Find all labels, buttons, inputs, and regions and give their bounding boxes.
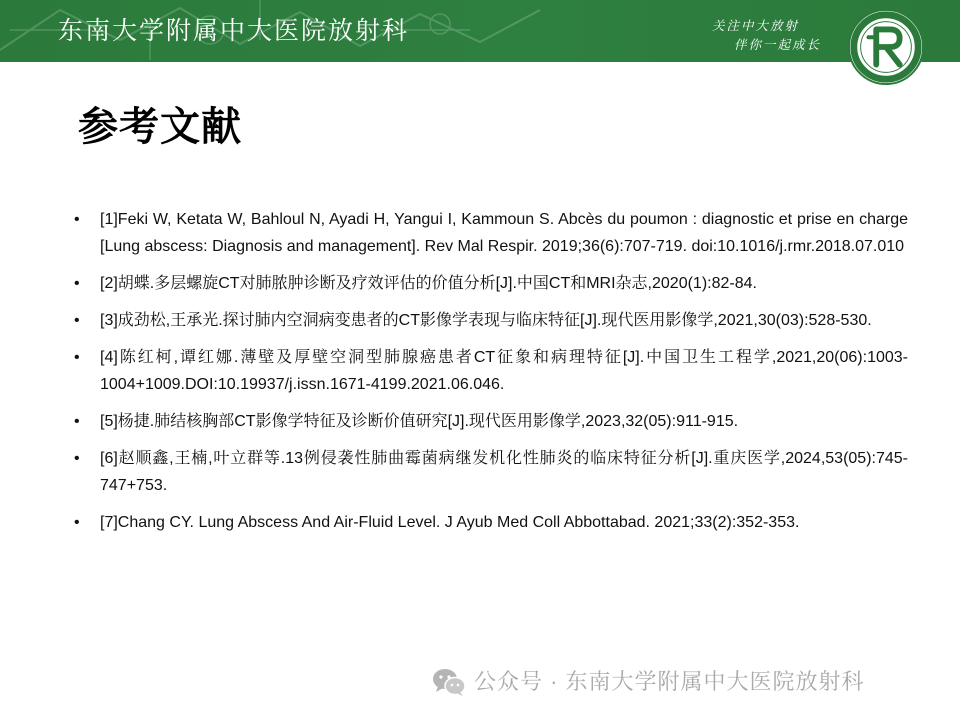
- reference-item: [74, 270, 908, 297]
- bullet-icon: •: [74, 450, 80, 467]
- reference-text: [4]陈红柯,谭红娜.薄壁及厚壁空洞型肺腺癌患者CT征象和病理特征[J].中国卫生工程学,2021,20(06):1003-1004+1009.DOI:10.19937/j.issn.1671-4199.2021.06.046.: [100, 349, 908, 393]
- reference-item: [74, 509, 908, 536]
- watermark-text: 公众号 · 东南大学附属中大医院放射科: [474, 669, 865, 694]
- header-bar: [0, 0, 960, 62]
- reference-item: [74, 307, 908, 334]
- bullet-icon: •: [74, 275, 80, 292]
- reference-item: [74, 445, 908, 499]
- wechat-icon: [432, 667, 466, 697]
- watermark: [432, 664, 865, 700]
- bullet-icon: •: [74, 312, 80, 329]
- slogan-line-1: 关注中大放射: [712, 18, 800, 33]
- reference-item: [74, 408, 908, 435]
- reference-text: [7]Chang CY. Lung Abscess And Air-Fluid Level. J Ayub Med Coll Abbottabad. 2021;33(2):352-353.: [100, 514, 800, 531]
- reference-text: [6]赵顺鑫,王楠,叶立群等.13例侵袭性肺曲霉菌病继发机化性肺炎的临床特征分析[J].重庆医学,2024,53(05):745-747+753.: [100, 450, 908, 494]
- header-title: 东南大学附属中大医院放射科: [58, 16, 410, 45]
- hospital-radiology-logo-icon: [847, 8, 925, 86]
- reference-text: [2]胡蝶.多层螺旋CT对肺脓肿诊断及疗效评估的价值分析[J].中国CT和MRI杂志,2020(1):82-84.: [100, 275, 757, 292]
- reference-text: [1]Feki W, Ketata W, Bahloul N, Ayadi H, Yangui I, Kammoun S. Abcès du poumon : diagnostic et prise en charge [Lung abscess: Diagnosis and management]. Rev Mal Respir. 2019;36(6):707-719. doi:10.1016/j.rmr.2018.07.010: [100, 211, 908, 255]
- reference-text: [3]成劲松,王承光.探讨肺内空洞病变患者的CT影像学表现与临床特征[J].现代医用影像学,2021,30(03):528-530.: [100, 312, 872, 329]
- bullet-icon: •: [74, 413, 80, 430]
- bullet-icon: •: [74, 514, 80, 531]
- reference-list: [74, 206, 908, 546]
- slogan-line-2: 伴你一起成长: [734, 37, 822, 52]
- page-title: 参考文献: [78, 105, 242, 149]
- reference-text: [5]杨捷.肺结核胸部CT影像学特征及诊断价值研究[J].现代医用影像学,2023,32(05):911-915.: [100, 413, 739, 430]
- reference-item: [74, 206, 908, 260]
- bullet-icon: •: [74, 211, 80, 228]
- bullet-icon: •: [74, 349, 80, 366]
- reference-item: [74, 344, 908, 398]
